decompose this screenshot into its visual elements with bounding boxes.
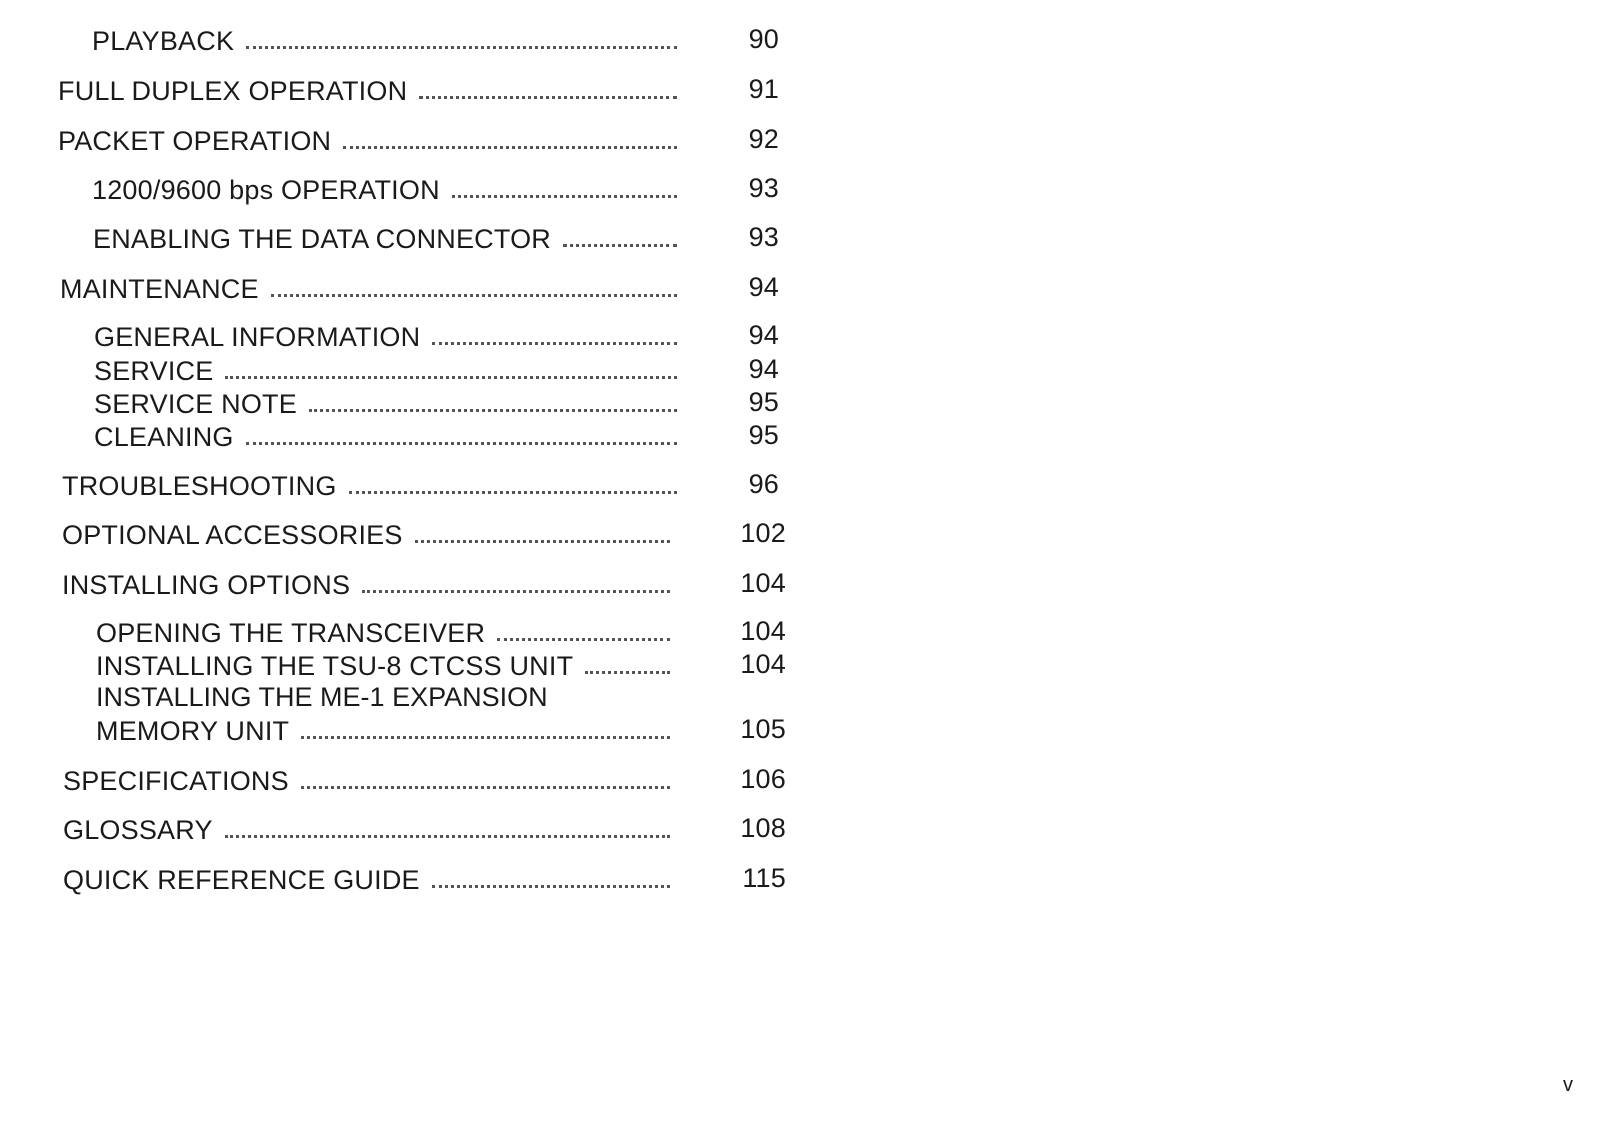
toc-entry [94,352,779,386]
toc-entry-title: CLEANING [94,422,234,452]
toc-entry-page: 104 [740,649,786,679]
page-number: v [1563,1074,1573,1096]
toc-entry [62,467,779,501]
toc-entry-title: FULL DUPLEX OPERATION [58,76,408,106]
dot-leader [309,409,677,412]
toc-entry-page: 94 [748,354,779,384]
toc-entry [96,647,786,681]
toc-entry-title: PLAYBACK [92,26,235,56]
toc-entry-page: 104 [740,568,786,598]
toc-entry-page: 93 [748,222,779,252]
toc-entry [63,762,786,796]
toc-entry [60,270,779,304]
toc-entry [92,171,779,205]
toc-entry [94,318,779,352]
toc-entry-page: 93 [748,173,779,203]
toc-entry-page: 104 [740,616,786,646]
toc-entry-page: 94 [748,272,779,302]
toc-entry-page: 105 [740,714,786,744]
toc-entry-page: 96 [748,469,779,499]
toc-entry-title: SERVICE NOTE [94,389,297,419]
dot-leader [362,590,670,593]
dot-leader [585,671,670,674]
toc-entry-page: 91 [748,74,779,104]
toc-entry-title: INSTALLING THE TSU-8 CTCSS UNIT [96,651,574,681]
dot-leader [452,195,677,198]
toc-entry-title: GLOSSARY [63,815,213,845]
toc-entry-title: MAINTENANCE [60,274,259,304]
toc-entry-title: QUICK REFERENCE GUIDE [63,865,420,895]
toc-entry [63,811,786,845]
toc-entry [58,122,779,156]
toc-entry-page: 95 [748,420,779,450]
toc-entry-title: PACKET OPERATION [58,126,332,156]
toc-entry [58,72,779,106]
dot-leader [563,244,677,247]
dot-leader [349,491,677,494]
toc-entry-title: MEMORY UNIT [96,716,290,746]
toc-entry-title: INSTALLING THE ME-1 EXPANSION [96,682,548,712]
toc-entry-title: INSTALLING OPTIONS [62,570,351,600]
toc-entry-page: 108 [740,813,786,843]
toc-entry-page: 90 [748,24,779,54]
toc-entry-page: 92 [748,124,779,154]
toc-entry-page: 102 [740,518,786,548]
dot-leader [225,376,677,379]
toc-entry-title: SPECIFICATIONS [63,766,289,796]
toc-entry [93,220,779,254]
dot-leader [301,786,670,789]
dot-leader [343,146,677,149]
toc-entry [96,712,786,746]
dot-leader [432,342,677,345]
dot-leader [432,885,670,888]
dot-leader [497,638,670,641]
toc-entry-title: OPENING THE TRANSCEIVER [96,618,486,648]
toc-entry-page: 94 [748,320,779,350]
toc-entry [63,861,786,895]
toc-entry-title: TROUBLESHOOTING [62,471,337,501]
toc-entry-title: GENERAL INFORMATION [94,322,421,352]
toc-entry [62,516,786,550]
toc-entry [92,22,779,56]
toc-entry-title: SERVICE [94,356,214,386]
toc-entry [96,614,786,648]
toc-entry-title: ENABLING THE DATA CONNECTOR [93,224,551,254]
toc-entry-page: 95 [748,387,779,417]
toc-entry [94,418,779,452]
toc-entry [94,385,779,419]
toc-entry-title: OPTIONAL ACCESSORIES [62,520,403,550]
toc-entry-page: 106 [740,764,786,794]
dot-leader [415,540,670,543]
dot-leader [271,294,677,297]
toc-entry-page: 115 [742,863,786,893]
dot-leader [301,736,670,739]
dot-leader [246,46,677,49]
dot-leader [225,835,670,838]
dot-leader [419,96,677,99]
toc-entry [62,566,786,600]
toc-entry-title: 1200/9600 bps OPERATION [92,175,440,205]
dot-leader [246,442,677,445]
